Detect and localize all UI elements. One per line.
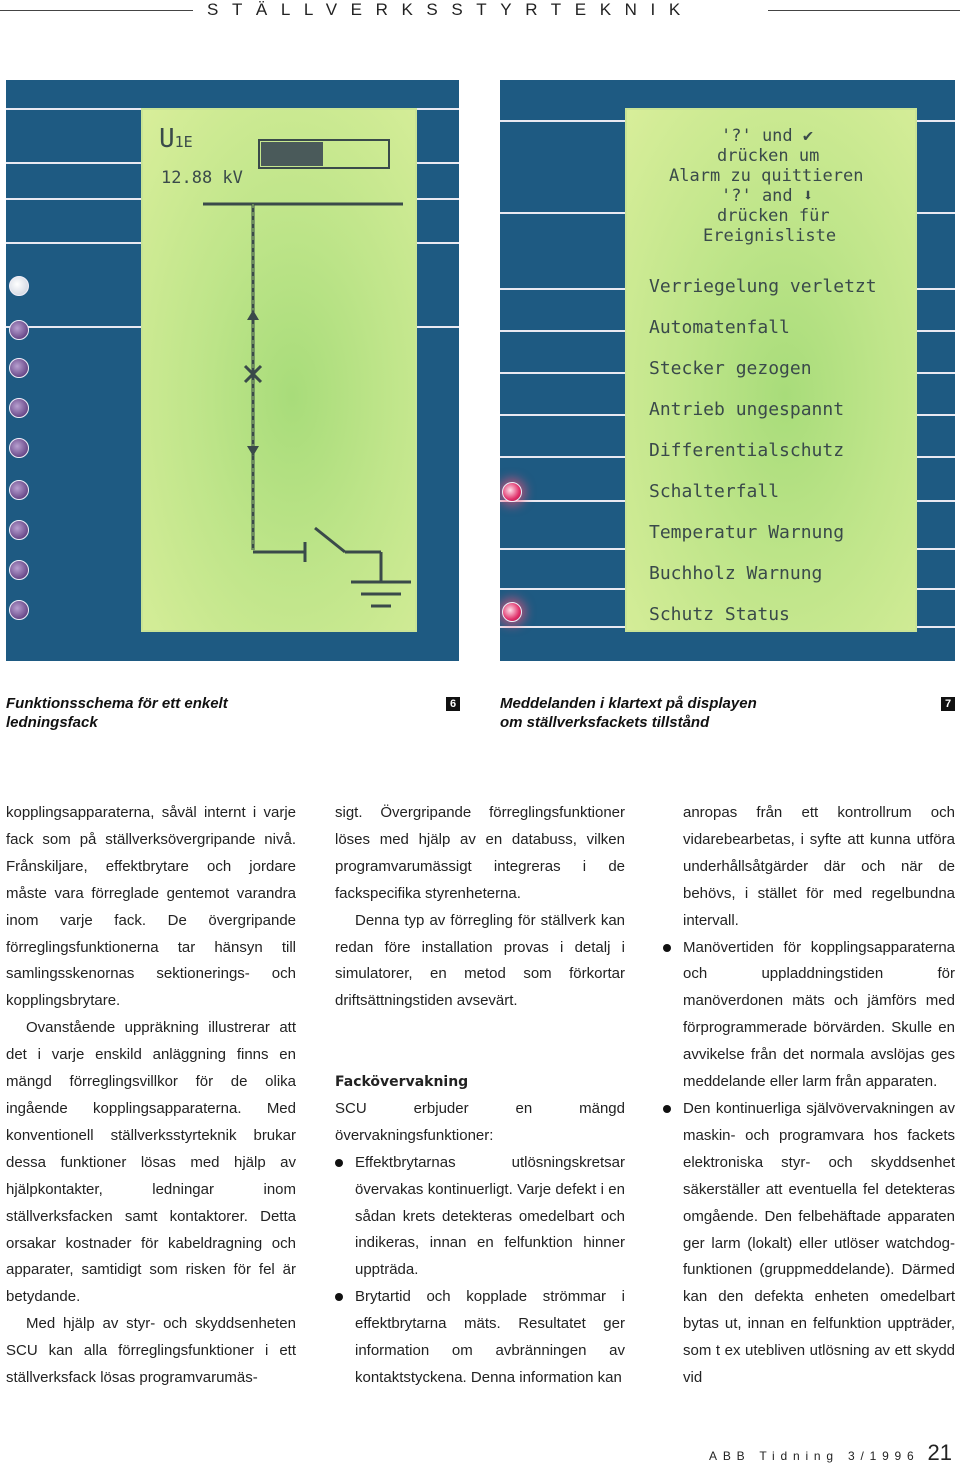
- voltage-label: U1E: [159, 124, 193, 154]
- text-column-1: [6, 800, 296, 1392]
- running-header: STÄLLVERKSSTYRTEKNIK: [207, 0, 694, 19]
- paragraph: sigt. Övergripande förreglingsfunktioner löses med hjälp av en databuss, vilken programvarumässigt integreras i de fackspecifika styrenheterna.: [335, 804, 625, 902]
- paragraph: anropas från ett kontrollrum och vidarebearbetas, i syfte att kunna utföra underhållsåtgärder där och när de behövs, i stället för med regelbundna intervall.: [683, 804, 955, 929]
- led-indicator: [9, 520, 29, 540]
- instruction-line: Alarm zu quittieren: [669, 166, 864, 186]
- instruction-line: '?' und ✔: [721, 126, 814, 146]
- led-indicator: [9, 560, 29, 580]
- page-number: 21: [927, 1440, 952, 1465]
- figure-7-photo: [500, 80, 955, 661]
- led-indicator: [9, 398, 29, 418]
- publication-name: ABB Tidning 3/1996: [709, 1449, 920, 1463]
- status-message: Verriegelung verletzt: [649, 276, 877, 297]
- alarm-led: [502, 602, 522, 622]
- figure-6-number: 6: [446, 697, 460, 711]
- status-message: Stecker gezogen: [649, 358, 812, 379]
- led-indicator: [9, 600, 29, 620]
- instruction-line: '?' and ⬇: [721, 186, 814, 206]
- text-column-2: [335, 800, 625, 1392]
- voltage-value: 12.88 kV: [161, 168, 243, 188]
- figure-6-photo: [6, 80, 459, 661]
- bullet-item: Den kontinuerliga självövervakningen av maskin- och programvara hos fackets elektroniska styr- och skyddsenhet säkerställer att eventuella fel detekteras omgående. Den felbehäftade apparaten ger larm (lokalt) eller utlöser watchdog-funktionen (gruppmeddelande). Därmed kan den defekta enheten omedelbart bytas ut, innan en felfunktion uppträder, som t ex utebliven utlösning av ett skydd vid: [663, 1096, 955, 1392]
- header-rule-right: [768, 10, 960, 11]
- status-message: Antrieb ungespannt: [649, 399, 845, 420]
- bullet-item: Brytartid och kopplade strömmar i effektbrytarna mäts. Resultatet ger information om avbränningen av kontaktstyckena. Denna information kan: [335, 1284, 625, 1392]
- instruction-line: Ereignisliste: [703, 226, 837, 246]
- led-indicator: [9, 358, 29, 378]
- figure-6-caption: Funktionsschema för ett enkelt ledningsfack: [6, 695, 228, 731]
- bullet-item: Effektbrytarnas utlösningskretsar övervakas kontinuerligt. Varje defekt i en sådan krets detekteras omedelbart och indikeras, innan en felfunktion hinner uppträda.: [335, 1150, 625, 1285]
- header-rule-left: [0, 10, 193, 11]
- lcd-display-single-line: [141, 108, 417, 632]
- figure-7-caption: Meddelanden i klartext på displayen om ställverksfackets tillstånd: [500, 695, 757, 731]
- status-message: Schutz Status: [649, 604, 790, 625]
- section-heading: Fackövervakning: [335, 1074, 469, 1091]
- instruction-line: drücken um: [717, 146, 820, 166]
- text-column-3: [663, 800, 955, 1392]
- led-indicator: [9, 320, 29, 340]
- bullet-item: Manövertiden för kopplingsapparaterna och uppladdningstiden för manöverdonen mäts och jämförs med förprogrammerade börvärden. Skulle en avvikelse från det normala avslöjas ges meddelande eller larm från apparaten.: [663, 935, 955, 1096]
- led-indicator: [9, 438, 29, 458]
- status-message: Schalterfall: [649, 481, 780, 502]
- led-indicator: [9, 276, 29, 296]
- instruction-line: drücken für: [717, 206, 830, 226]
- status-message: Differentialschutz: [649, 440, 845, 461]
- alarm-led: [502, 482, 522, 502]
- figure-7-number: 7: [941, 697, 955, 711]
- status-message: Temperatur Warnung: [649, 522, 845, 543]
- paragraph: Denna typ av förregling för ställverk kan redan före installation provas i detalj i simulatorer, en metod som förkortar driftsättningstiden avsevärt.: [335, 911, 625, 1010]
- paragraph: Ovanstående uppräkning illustrerar att det i varje enskild anläggning finns en mängd förreglingsvillkor för de olika ingående kopplingsapparaterna. Med konventionell ställverksstyrteknik brukar dessa funktioner lösas med hjälp av hjälpkontakter, ledningar inom ställverksfacken samt kontaktorer. Detta orsakar kostnader för kabeldragning och apparater, samtidigt som risken för fel är betydande.: [6, 1019, 296, 1306]
- lcd-display-messages: [625, 108, 917, 632]
- status-message: Buchholz Warnung: [649, 563, 823, 584]
- single-line-diagram-icon: [143, 110, 415, 630]
- paragraph: kopplingsapparaterna, såväl internt i varje fack som på ställverksövergripande nivå. Frånskiljare, effektbrytare och jordare måste vara förreglade gentemot varandra inom varje fack. De övergripande förreglingsfunktionerna tar hänsyn till samlingsskenornas sektionerings- och kopplingsbrytare.: [6, 804, 296, 1010]
- paragraph: SCU erbjuder en mängd övervakningsfunktioner:: [335, 1099, 625, 1144]
- page-footer: [709, 1440, 952, 1466]
- paragraph: Med hjälp av styr- och skyddsenheten SCU kan alla förreglingsfunktioner i ett ställverksfack lösas programvarumäs-: [6, 1315, 296, 1387]
- led-indicator: [9, 480, 29, 500]
- status-message: Automatenfall: [649, 317, 790, 338]
